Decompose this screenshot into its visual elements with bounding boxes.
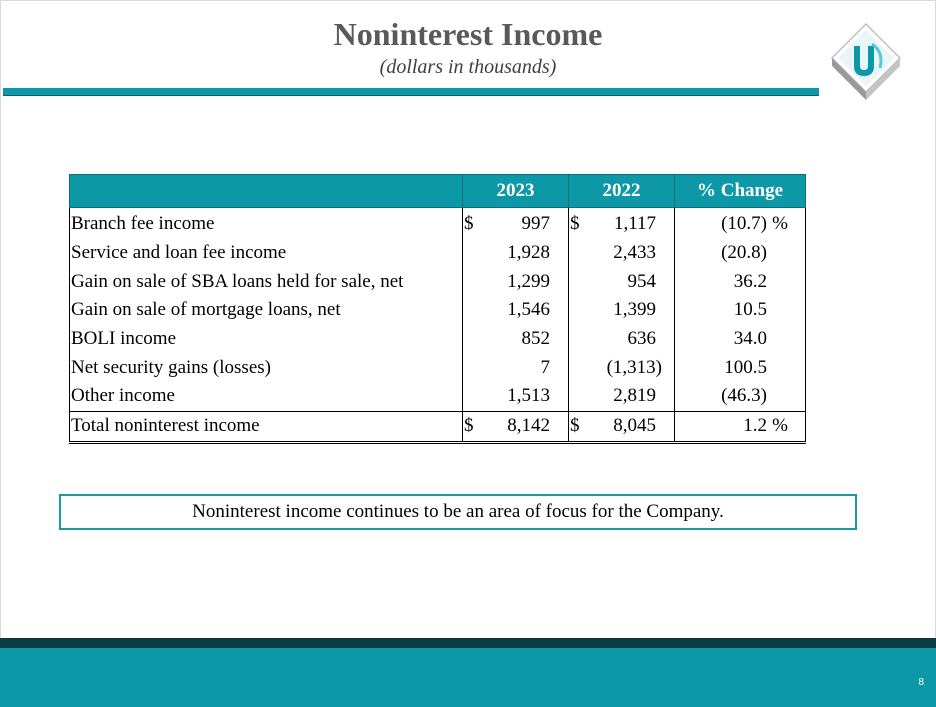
value-2022 [569, 382, 675, 411]
value-2022 [569, 296, 675, 325]
row-label: Branch fee income [70, 208, 463, 239]
value-text: 954 [627, 270, 656, 292]
table-header-row [70, 175, 806, 208]
total-change [675, 411, 806, 442]
value-text: 7 [540, 356, 550, 378]
percent-sign: % [772, 415, 788, 437]
value-text: (1,313) [606, 356, 662, 378]
value-2023 [463, 296, 569, 325]
change-text: (20.8) [721, 242, 767, 264]
title-rule [3, 88, 819, 96]
value-text: 1,546 [507, 299, 550, 321]
value-text: 997 [521, 213, 550, 235]
value-change [675, 325, 806, 354]
header-2023: 2023 [463, 175, 569, 208]
footer-band-dark [0, 638, 936, 648]
value-text: 1,299 [507, 270, 550, 292]
value-2022 [569, 325, 675, 354]
percent-sign: % [772, 213, 788, 235]
value-change [675, 267, 806, 296]
dollar-sign: $ [570, 415, 580, 437]
table-row [70, 325, 806, 354]
footer-band [0, 648, 936, 707]
total-2023 [463, 411, 569, 442]
header-2022: 2022 [569, 175, 675, 208]
row-label: Service and loan fee income [70, 239, 463, 268]
value-2022 [569, 208, 675, 239]
noninterest-income-table [69, 174, 806, 444]
value-text: 1,928 [507, 242, 550, 264]
value-change [675, 353, 806, 382]
value-change [675, 296, 806, 325]
value-text: 8,142 [507, 415, 550, 437]
table-row [70, 267, 806, 296]
value-2023 [463, 353, 569, 382]
row-label: BOLI income [70, 325, 463, 354]
row-label: Other income [70, 382, 463, 411]
value-change [675, 208, 806, 239]
header-pct-change: % Change [675, 175, 806, 208]
value-2023 [463, 382, 569, 411]
row-label: Net security gains (losses) [70, 353, 463, 382]
value-text: 852 [521, 328, 550, 350]
value-2022 [569, 267, 675, 296]
row-label: Gain on sale of mortgage loans, net [70, 296, 463, 325]
value-text: 1,513 [507, 385, 550, 407]
value-change [675, 382, 806, 411]
change-text: 34.0 [733, 328, 767, 350]
value-text: 2,433 [613, 242, 656, 264]
table-row [70, 353, 806, 382]
table-row [70, 296, 806, 325]
value-change [675, 239, 806, 268]
value-text: 636 [627, 328, 656, 350]
total-2022 [569, 411, 675, 442]
change-text: 10.5 [733, 299, 767, 321]
change-text: (46.3) [721, 385, 767, 407]
table-row [70, 382, 806, 411]
callout-box: Noninterest income continues to be an area of focus for the Company. [59, 494, 857, 530]
slide-subtitle: (dollars in thousands) [379, 56, 557, 78]
value-2022 [569, 239, 675, 268]
dollar-sign: $ [464, 213, 474, 235]
header-label-col [70, 175, 463, 208]
change-text: 100.5 [724, 356, 767, 378]
value-text: 1,117 [613, 213, 656, 235]
value-text: 8,045 [613, 415, 656, 437]
page-number: 8 [918, 677, 924, 688]
value-text: 2,819 [613, 385, 656, 407]
slide-title: Noninterest Income [333, 16, 603, 52]
change-text: (10.7) [721, 213, 767, 235]
value-2023 [463, 208, 569, 239]
row-label: Gain on sale of SBA loans held for sale, net [70, 267, 463, 296]
change-text: 1.2 [743, 415, 767, 437]
value-2023 [463, 239, 569, 268]
dollar-sign: $ [464, 415, 474, 437]
dollar-sign: $ [570, 213, 580, 235]
total-label: Total noninterest income [70, 411, 463, 442]
value-2022 [569, 353, 675, 382]
value-2023 [463, 325, 569, 354]
table-row [70, 239, 806, 268]
company-logo-icon [830, 22, 902, 102]
change-text: 36.2 [733, 270, 767, 292]
table-row [70, 208, 806, 239]
total-row [70, 411, 806, 442]
value-text: 1,399 [613, 299, 656, 321]
value-2023 [463, 267, 569, 296]
